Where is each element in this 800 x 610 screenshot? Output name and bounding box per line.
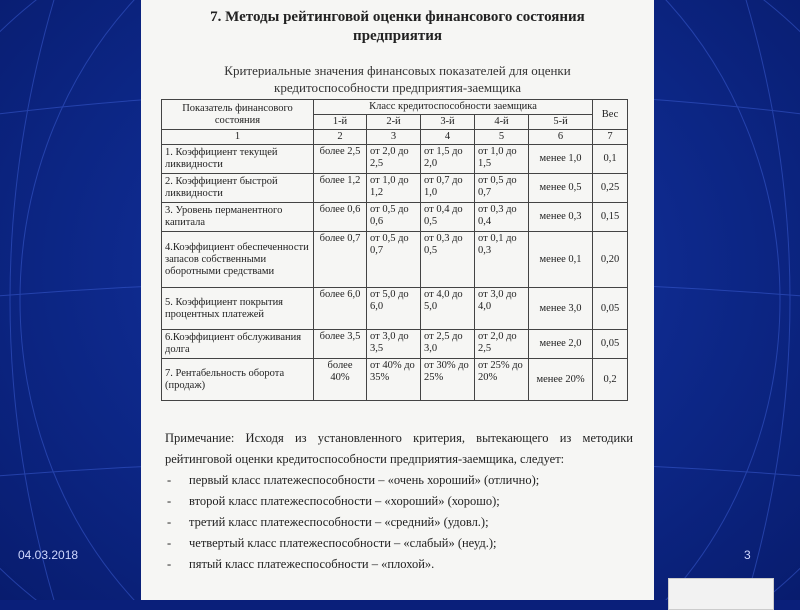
- class-4-cell: от 1,0 до 1,5: [475, 145, 529, 174]
- header-indicator: Показатель финансового состояния: [162, 100, 314, 130]
- table-row: [162, 330, 628, 359]
- class-1-cell: более 6,0: [314, 288, 367, 330]
- weight-cell: 0,05: [593, 330, 628, 359]
- corner-logo-image: [668, 578, 774, 610]
- class-4-cell: от 25% до 20%: [475, 359, 529, 401]
- class-2-cell: от 2,0 до 2,5: [367, 145, 421, 174]
- class-5-cell: менее 1,0: [529, 145, 593, 174]
- page-title: [141, 8, 654, 46]
- class-3-cell: от 0,3 до 0,5: [421, 232, 475, 288]
- column-number: 2: [314, 130, 367, 145]
- class-5-cell: менее 2,0: [529, 330, 593, 359]
- class-1-cell: более 0,6: [314, 203, 367, 232]
- weight-cell: 0,1: [593, 145, 628, 174]
- indicator-cell: 7. Рентабельность оборота (продаж): [162, 359, 314, 401]
- column-number: 1: [162, 130, 314, 145]
- class-4-cell: от 3,0 до 4,0: [475, 288, 529, 330]
- class-2-cell: от 5,0 до 6,0: [367, 288, 421, 330]
- class-2-cell: от 40% до 35%: [367, 359, 421, 401]
- class-4-cell: от 0,3 до 0,4: [475, 203, 529, 232]
- note-item-text: третий класс платежеспособности – «средний» (удовл.);: [189, 515, 489, 529]
- class-1-cell: более 0,7: [314, 232, 367, 288]
- weight-cell: 0,25: [593, 174, 628, 203]
- note-item: [165, 470, 633, 491]
- class-2-cell: от 1,0 до 1,2: [367, 174, 421, 203]
- table-row: [162, 359, 628, 401]
- class-2-cell: от 3,0 до 3,5: [367, 330, 421, 359]
- class-5-cell: менее 0,5: [529, 174, 593, 203]
- class-label: 1-й: [314, 115, 367, 130]
- note-item: [165, 554, 633, 575]
- class-5-cell: менее 20%: [529, 359, 593, 401]
- table-row: [162, 145, 628, 174]
- note-item-text: первый класс платежеспособности – «очень хороший» (отлично);: [189, 473, 540, 487]
- slide-date: 04.03.2018: [18, 548, 79, 562]
- weight-cell: 0,05: [593, 288, 628, 330]
- indicator-cell: 3. Уровень перманентного капитала: [162, 203, 314, 232]
- indicator-cell: 4.Коэффициент обеспеченности запасов собственными оборотными средствами: [162, 232, 314, 288]
- class-3-cell: от 0,7 до 1,0: [421, 174, 475, 203]
- class-label: 3-й: [421, 115, 475, 130]
- title-line-2: предприятия: [353, 28, 442, 44]
- header-class: Класс кредитоспособности заемщика: [314, 100, 593, 115]
- note-item-text: четвертый класс платежеспособности – «слабый» (неуд.);: [189, 536, 497, 550]
- class-4-cell: от 0,5 до 0,7: [475, 174, 529, 203]
- note-item: [165, 491, 633, 512]
- class-5-cell: менее 0,3: [529, 203, 593, 232]
- class-3-cell: от 1,5 до 2,0: [421, 145, 475, 174]
- class-3-cell: от 2,5 до 3,0: [421, 330, 475, 359]
- caption-line-1: Критериальные значения финансовых показателей для оценки: [224, 63, 571, 78]
- table-caption: [161, 62, 634, 96]
- note-item: [165, 512, 633, 533]
- class-2-cell: от 0,5 до 0,6: [367, 203, 421, 232]
- note-dash: -: [167, 494, 172, 508]
- table-row: [162, 232, 628, 288]
- table-row: [162, 174, 628, 203]
- weight-cell: 0,2: [593, 359, 628, 401]
- table-row: [162, 288, 628, 330]
- document-page: [141, 0, 654, 600]
- note-intro: Примечание: Исходя из установленного критерия, вытекающего из методики рейтинговой оценки кредитоспособности предприятия-заемщика, следует:: [165, 431, 633, 466]
- class-label: 5-й: [529, 115, 593, 130]
- class-label: 2-й: [367, 115, 421, 130]
- class-label: 4-й: [475, 115, 529, 130]
- table-row: [162, 203, 628, 232]
- column-number: 3: [367, 130, 421, 145]
- weight-cell: 0,15: [593, 203, 628, 232]
- indicator-cell: 5. Коэффициент покрытия процентных платежей: [162, 288, 314, 330]
- criteria-table: [161, 99, 628, 401]
- class-4-cell: от 0,1 до 0,3: [475, 232, 529, 288]
- weight-cell: 0,20: [593, 232, 628, 288]
- column-number: 6: [529, 130, 593, 145]
- class-3-cell: от 30% до 25%: [421, 359, 475, 401]
- class-3-cell: от 4,0 до 5,0: [421, 288, 475, 330]
- column-number: 7: [593, 130, 628, 145]
- table-body: [162, 145, 628, 401]
- class-3-cell: от 0,4 до 0,5: [421, 203, 475, 232]
- title-line-1: 7. Методы рейтинговой оценки финансового состояния: [210, 9, 585, 25]
- column-number: 4: [421, 130, 475, 145]
- class-1-cell: более 1,2: [314, 174, 367, 203]
- class-4-cell: от 2,0 до 2,5: [475, 330, 529, 359]
- caption-line-2: кредитоспособности предприятия-заемщика: [274, 80, 521, 95]
- note-dash: -: [167, 557, 172, 571]
- indicator-cell: 2. Коэффициент быстрой ликвидности: [162, 174, 314, 203]
- indicator-cell: 1. Коэффициент текущей ликвидности: [162, 145, 314, 174]
- class-5-cell: менее 0,1: [529, 232, 593, 288]
- class-1-cell: более 2,5: [314, 145, 367, 174]
- note-list: [165, 470, 633, 575]
- class-1-cell: более 40%: [314, 359, 367, 401]
- note-dash: -: [167, 515, 172, 529]
- note-dash: -: [167, 473, 172, 487]
- indicator-cell: 6.Коэффициент обслуживания долга: [162, 330, 314, 359]
- note-item-text: пятый класс платежеспособности – «плохой».: [189, 557, 435, 571]
- note-section: [165, 428, 633, 575]
- note-item: [165, 533, 633, 554]
- column-number: 5: [475, 130, 529, 145]
- slide-number: 3: [744, 548, 751, 562]
- class-2-cell: от 0,5 до 0,7: [367, 232, 421, 288]
- note-dash: -: [167, 536, 172, 550]
- class-5-cell: менее 3,0: [529, 288, 593, 330]
- header-weight: Вес: [593, 100, 628, 130]
- note-item-text: второй класс платежеспособности – «хороший» (хорошо);: [189, 494, 500, 508]
- class-1-cell: более 3,5: [314, 330, 367, 359]
